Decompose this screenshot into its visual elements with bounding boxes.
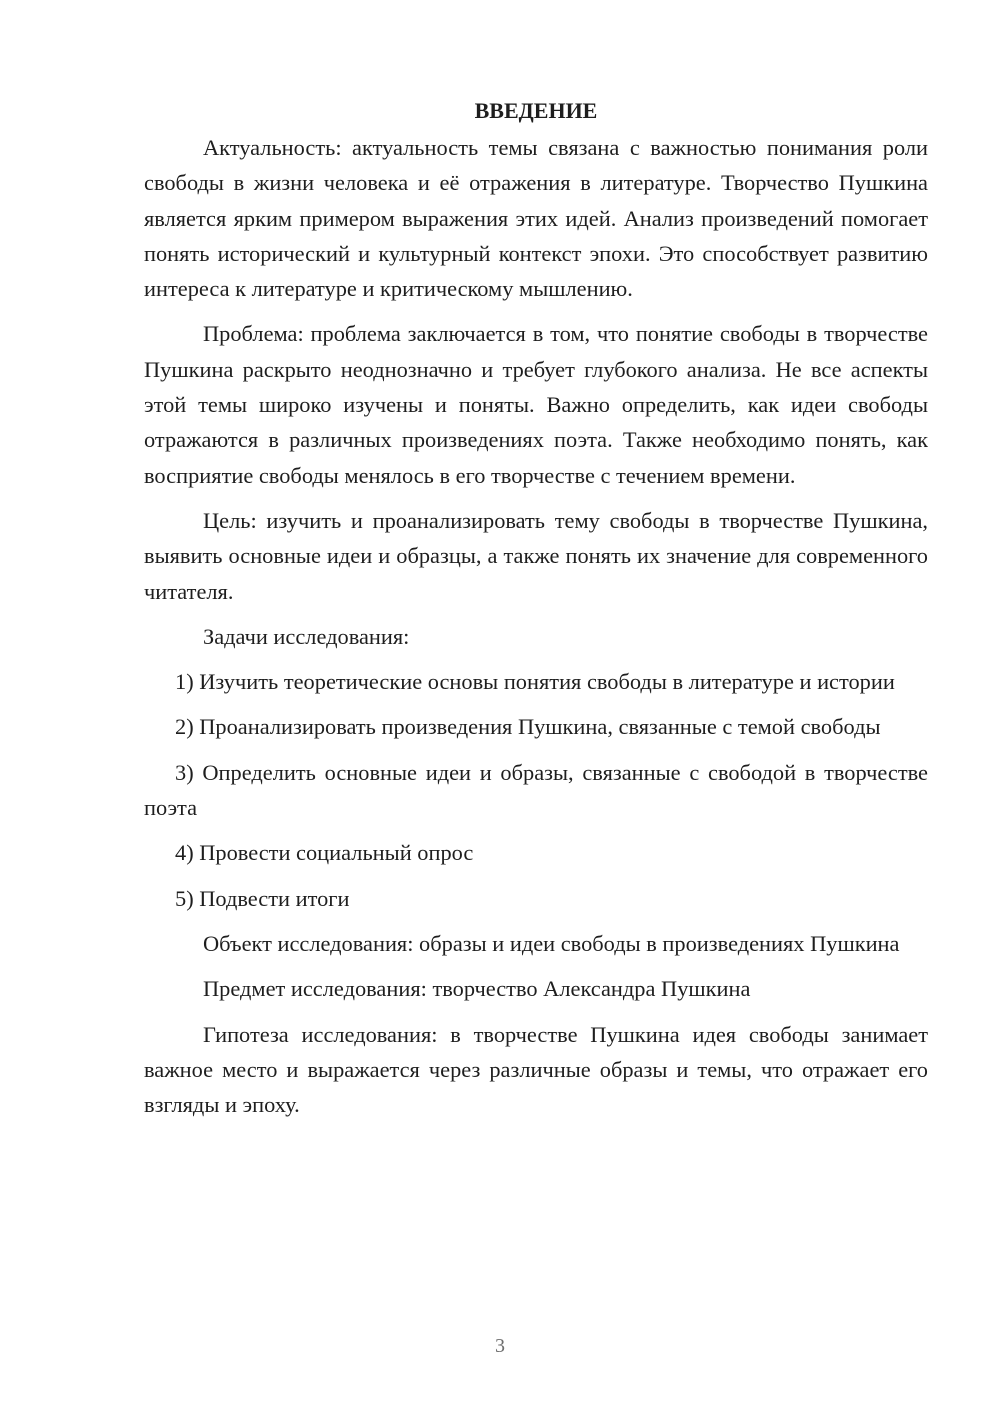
task-item-3: 3) Определить основные идеи и образы, связанные с свободой в творчестве поэта xyxy=(144,759,928,821)
paragraph-goal: Цель: изучить и проанализировать тему свободы в творчестве Пушкина, выявить основные идеи и образцы, а также понять их значение для современного читателя. xyxy=(144,507,928,604)
document-page xyxy=(144,93,928,1132)
task-item-5: 5) Подвести итоги xyxy=(175,885,350,911)
task-item-4: 4) Провести социальный опрос xyxy=(175,840,474,866)
task-item-1: 1) Изучить теоретические основы понятия свободы в литературе и истории xyxy=(175,669,895,695)
paragraph-problem: Проблема: проблема заключается в том, что понятие свободы в творчестве Пушкина раскрыто неоднозначно и требует глубокого анализа. Не все аспекты этой темы широко изучены и поняты. Важно определить, как идеи свободы отражаются в различных произведениях поэта. Также необходимо понять, как восприятие свободы менялось в его творчестве с течением времени. xyxy=(144,321,928,488)
section-title: ВВЕДЕНИЕ xyxy=(474,98,598,123)
paragraph-subject: Предмет исследования: творчество Александра Пушкина xyxy=(203,976,751,1002)
page-number: 3 xyxy=(495,1335,505,1357)
paragraph-relevance: Актуальность: актуальность темы связана с важностью понимания роли свободы в жизни человека и её отражения в литературе. Творчество Пушкина является ярким примером выражения этих идей. Анализ произведений помогает понять исторический и культурный контекст эпохи. Это способствует развитию интереса к литературе и критическому мышлению. xyxy=(144,135,928,302)
task-item-2: 2) Проанализировать произведения Пушкина, связанные с темой свободы xyxy=(175,714,881,740)
paragraph-hypothesis: Гипотеза исследования: в творчестве Пушкина идея свободы занимает важное место и выражается через различные образы и темы, что отражает его взгляды и эпоху. xyxy=(144,1021,928,1118)
paragraph-object: Объект исследования: образы и идеи свободы в произведениях Пушкина xyxy=(203,930,900,956)
paragraph-tasks-heading: Задачи исследования: xyxy=(203,623,410,649)
